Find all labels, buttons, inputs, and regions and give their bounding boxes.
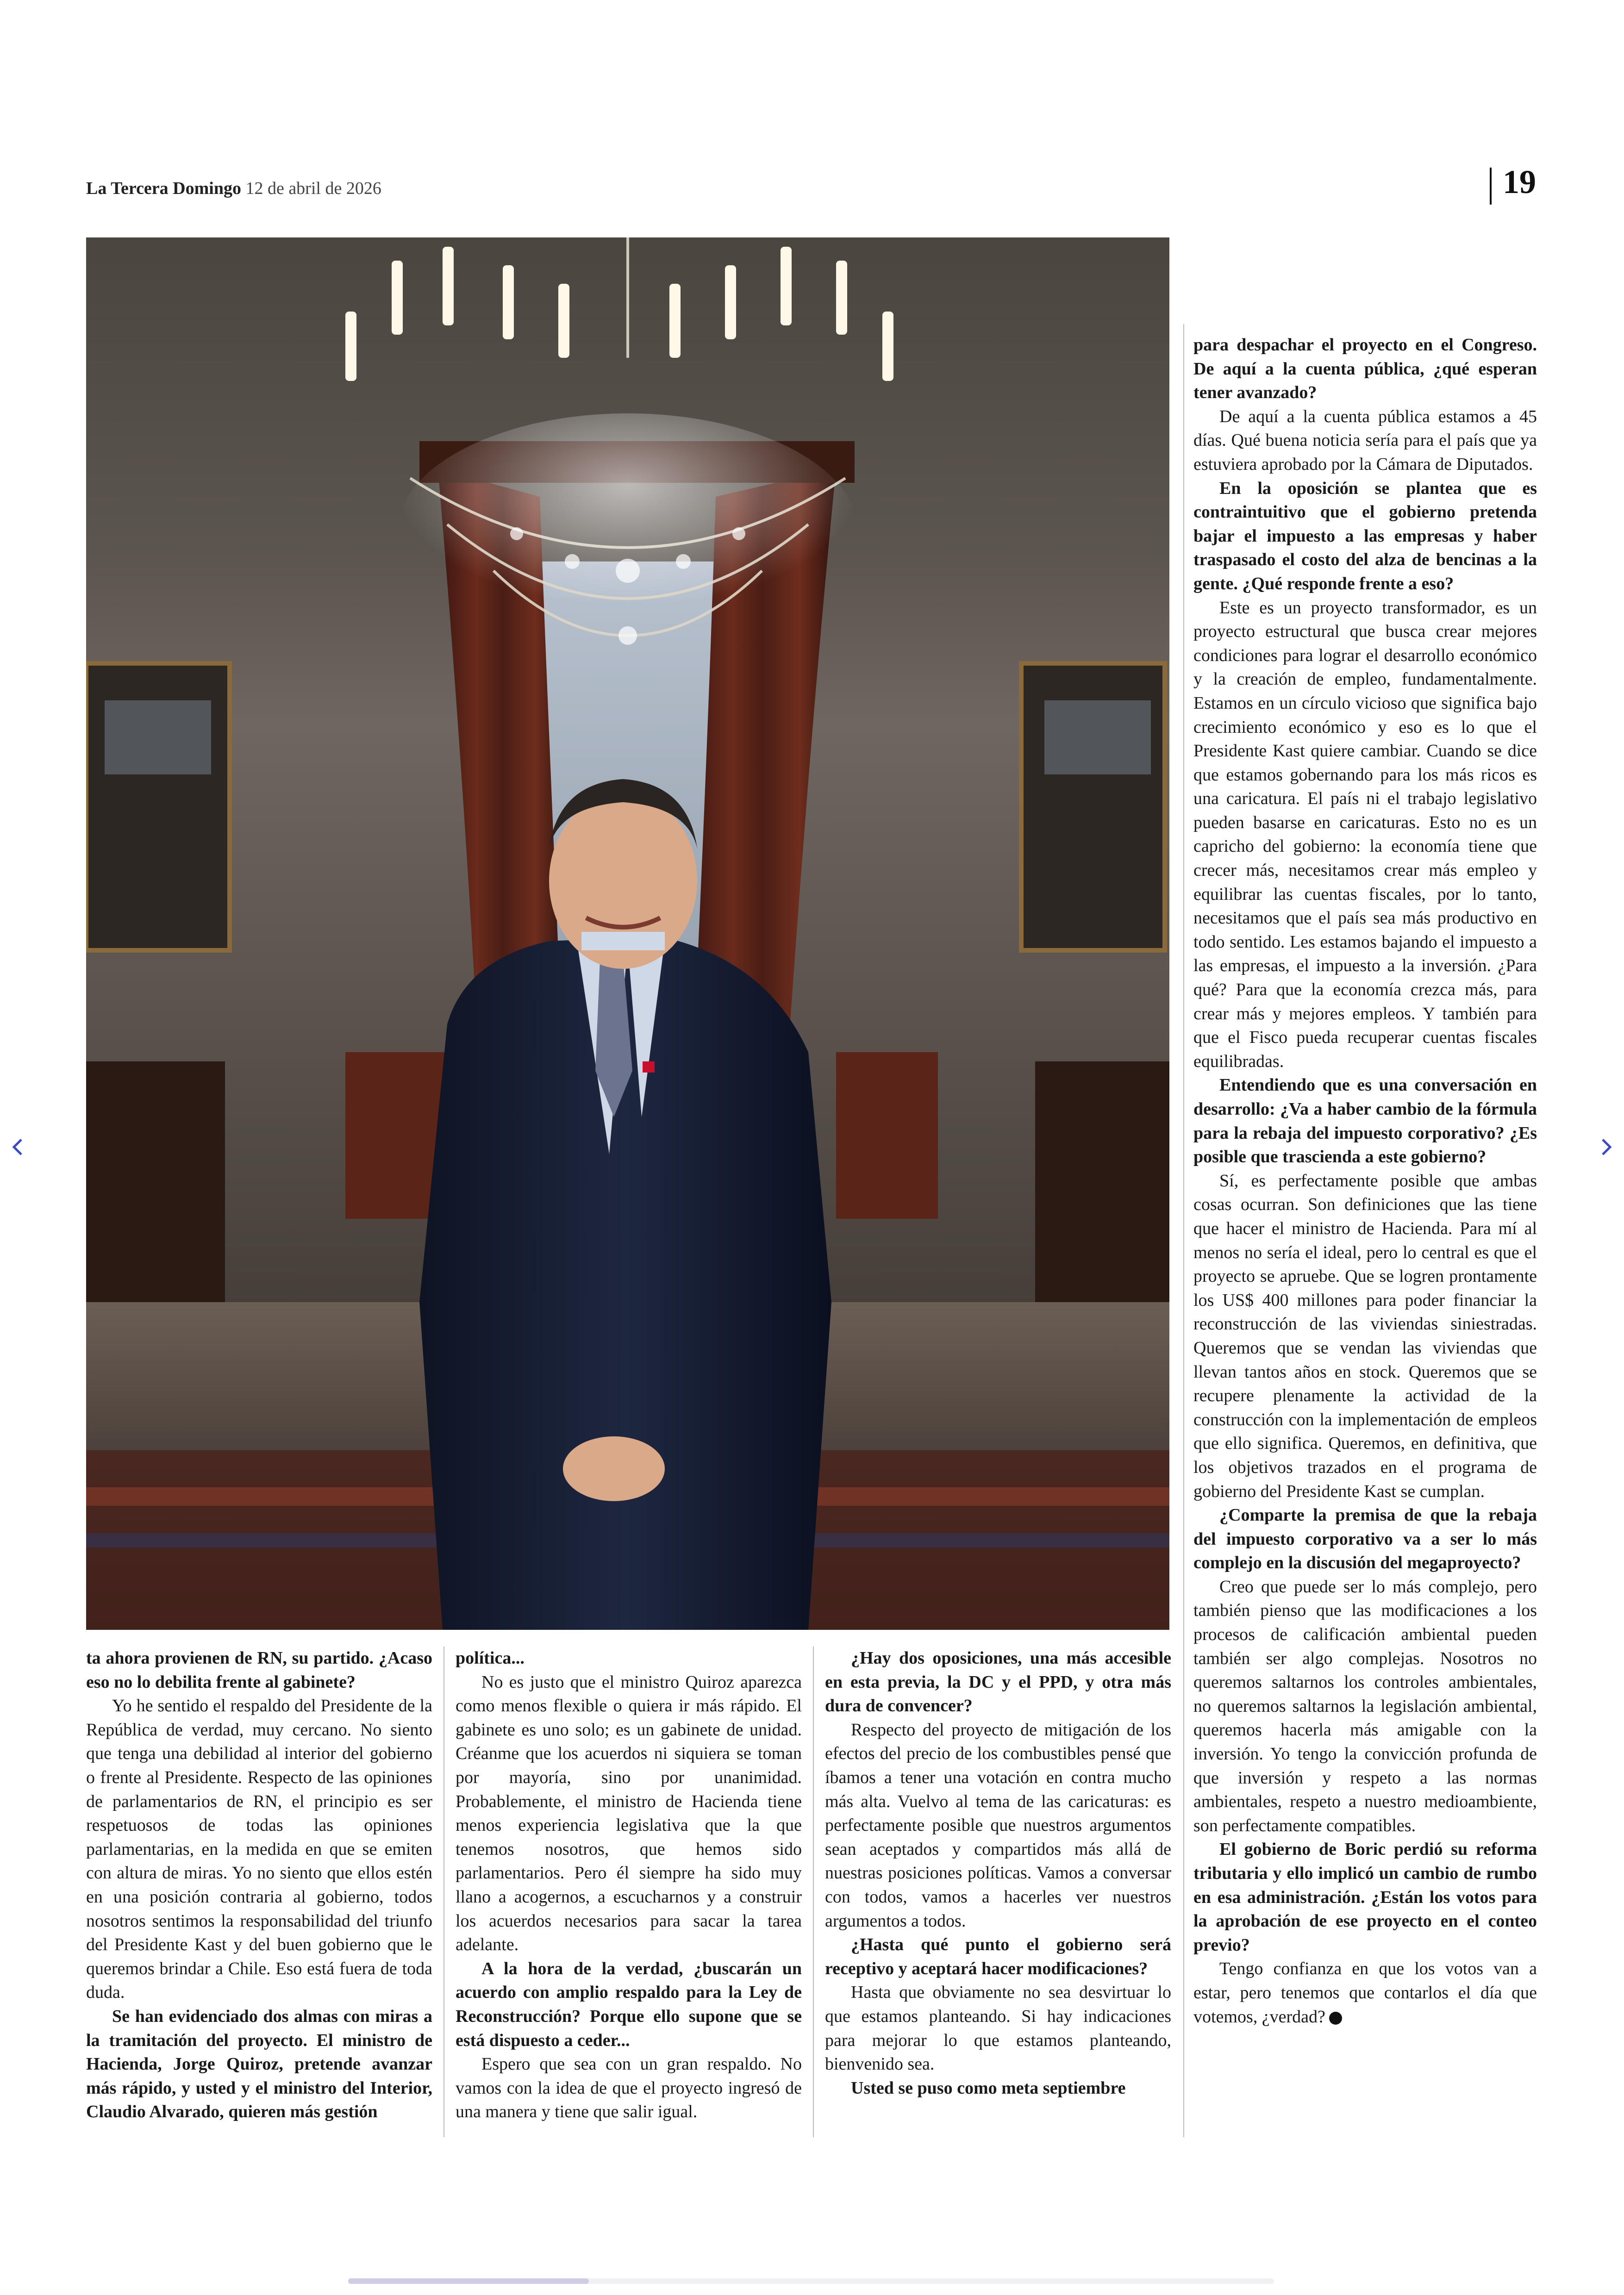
interview-question: ¿Hay dos oposiciones, una más accesible en esta previa, la DC y el PPD, y otra más dura de convencer?: [825, 1648, 1171, 1716]
interview-answer: Sí, es perfectamente posible que ambas cosas ocurran. Son definiciones que las tiene que hacer el ministro de Hacienda. Para mí al menos no sería el ideal, pero lo central es que el proyecto se apruebe. Que se logren prontamente los US$ 400 millones para poder financiar la reconstrucción de las viviendas siniestradas. Queremos que se vendan las viviendas que llevan tantos años en stock. Queremos que se recupere plenamente la actividad de la construcción con la implementación de empleos que ello significa. Queremos, en definitiva, que los objetivos trazados en el programa de gobierno del Presidente Kast se cumplan.: [1193, 1171, 1537, 1501]
interview-question: A la hora de la verdad, ¿buscarán un acuerdo con amplio respaldo para la Ley de Reconstrucción? Porque ello supone que se está dispuesto a ceder...: [456, 1958, 802, 2050]
interview-question: ta ahora provienen de RN, su partido. ¿Acaso eso no lo debilita frente al gabinete?: [86, 1648, 432, 1692]
interview-question: para despachar el proyecto en el Congreso. De aquí a la cuenta pública, ¿qué esperan tener avanzado?: [1193, 335, 1537, 403]
column-rule: [443, 1646, 444, 2137]
page-header: [86, 178, 381, 199]
interview-answer: No es justo que el ministro Quiroz aparezca como menos flexible o quiera ir más rápido. El gabinete es uno solo; es un gabinete de unidad. Créanme que los acuerdos ni siquiera se toman por mayoría, sino por unanimidad. Probablemente, el ministro de Hacienda tiene menos experiencia legislativa que la que tenemos nosotros, que hemos sido parlamentarios. Pero él siempre ha sido muy llano a acogernos, a escucharnos y a construir los acuerdos necesarios para sacar la tarea adelante.: [456, 1672, 802, 1955]
bottom-column-1: [86, 1646, 432, 2124]
interview-photo: [86, 237, 1169, 1630]
interview-answer: Tengo confianza en que los votos van a estar, pero tenemos que contarlos el día que votemos, ¿verdad?: [1193, 1959, 1537, 2027]
interview-answer: De aquí a la cuenta pública estamos a 45 días. Qué buena noticia sería para el país que ya estuviera aprobado por la Cámara de Diputados.: [1193, 406, 1537, 474]
previous-page-button[interactable]: [8, 1133, 27, 1161]
bottom-column-3: [825, 1646, 1171, 2100]
bottom-column-2: [456, 1646, 802, 2124]
page-number: 19: [1503, 163, 1536, 200]
interview-answer: Respecto del proyecto de mitigación de los efectos del precio de los combustibles pensé que íbamos a tener una votación en contra mucho más alta. Vuelvo al tema de las caricaturas: es perfectamente posible que nuestros argumentos sean aceptados y compartidos más allá de nuestras posiciones políticas. Vamos a conversar con todos, vamos a hacerles ver nuestros argumentos a todos.: [825, 1720, 1171, 1931]
column-rule: [1183, 324, 1184, 2137]
publication-name: La Tercera Domingo: [86, 179, 241, 198]
next-page-button[interactable]: [1597, 1133, 1616, 1161]
interview-answer: Hasta que obviamente no sea desvirtuar lo que estamos planteando. Si hay indicaciones para mejorar lo que estamos planteando, bienvenido sea.: [825, 1983, 1171, 2074]
interview-question: Usted se puso como meta septiembre: [851, 2078, 1126, 2098]
interview-question: El gobierno de Boric perdió su reforma tributaria y ello implicó un cambio de rumbo en esa administración. ¿Están los votos para la aprobación de ese proyecto en el conteo previo?: [1193, 1840, 1537, 1955]
interview-answer: Espero que sea con un gran respaldo. No vamos con la idea de que el proyecto ingresó de una manera y tiene que salir igual.: [456, 2054, 802, 2122]
horizontal-scrollbar-thumb[interactable]: [348, 2278, 589, 2284]
end-mark-icon: [1329, 2012, 1342, 2025]
right-column: [1193, 333, 1537, 2029]
portrait-illustration: [86, 237, 1169, 1630]
page-number-divider: [1490, 168, 1492, 205]
publication-date: 12 de abril de 2026: [245, 179, 381, 198]
chevron-right-icon: [1597, 1133, 1616, 1161]
interview-question: Entendiendo que es una conversación en desarrollo: ¿Va a haber cambio de la fórmula para la rebaja del impuesto corporativo? ¿Es posible que trascienda a este gobierno?: [1193, 1075, 1537, 1167]
interview-question: ¿Comparte la premisa de que la rebaja del impuesto corporativo va a ser lo más complejo en la discusión del megaproyecto?: [1193, 1505, 1537, 1573]
chevron-left-icon: [8, 1133, 27, 1161]
column-rule: [813, 1646, 814, 2137]
interview-question: ¿Hasta qué punto el gobierno será receptivo y aceptará hacer modificaciones?: [825, 1935, 1171, 1978]
interview-question: En la oposición se plantea que es contraintuitivo que el gobierno pretenda bajar el impuesto a las empresas y haber traspasado el costo del alza de bencinas a la gente. ¿Qué responde frente a eso?: [1193, 478, 1537, 593]
interview-question: política...: [456, 1648, 525, 1668]
interview-answer: Creo que puede ser lo más complejo, pero también pienso que las modificaciones a los procesos de calificación ambiental pueden también ser algo complejas. Nosotros no queremos saltarnos los controles ambientales, no queremos saltarnos la legislación ambiental, queremos hacerla más amigable con la inversión. Yo tengo la convicción profunda de que inversión y respeto a las normas ambientales, respeto a nuestro medioambiente, son perfectamente compatibles.: [1193, 1577, 1537, 1835]
interview-question: Se han evidenciado dos almas con miras a la tramitación del proyecto. El ministro de Hacienda, Jorge Quiroz, pretende avanzar más rápido, y usted y el ministro del Interior, Claudio Alvarado, quieren más gestión: [86, 2006, 432, 2122]
interview-answer: Este es un proyecto transformador, es un proyecto estructural que busca crear mejores condiciones para lograr el desarrollo económico y la creación de empleo, fundamentalmente. Estamos en un círculo vicioso que significa bajo crecimiento económico y eso es lo que el Presidente Kast quiere cambiar. Cuando se dice que estamos gobernando para los más ricos es una caricatura. El país ni el trabajo legislativo pueden basarse en caricaturas. Esto no es un capricho del gobierno: la economía tiene que crecer más, necesitamos crear más empleo y equilibrar las cuentas fiscales, por lo tanto, necesitamos que el país sea más productivo en todo sentido. Les estamos bajando el impuesto a las empresas, el impuesto a la inversión. ¿Para qué? Para que la economía crezca más, para crear más y mejores empleos. Y también para que el Fisco pueda recuperar cuentas fiscales equilibradas.: [1193, 598, 1537, 1071]
interview-answer: Yo he sentido el respaldo del Presidente de la República de verdad, muy cercano. No siento que tenga una debilidad al interior del gobierno o frente al Presidente. Respecto de las opiniones de parlamentarios de RN, el principio es ser respetuosos de todas las opiniones parlamentarias, en la medida en que se emiten con altura de miras. Yo no siento que ellos estén en una posición contraria al gobierno, todos nosotros sentimos la responsabilidad del triunfo del Presidente Kast y del buen gobierno que le queremos brindar a Chile. Eso está fuera de toda duda.: [86, 1696, 432, 2002]
